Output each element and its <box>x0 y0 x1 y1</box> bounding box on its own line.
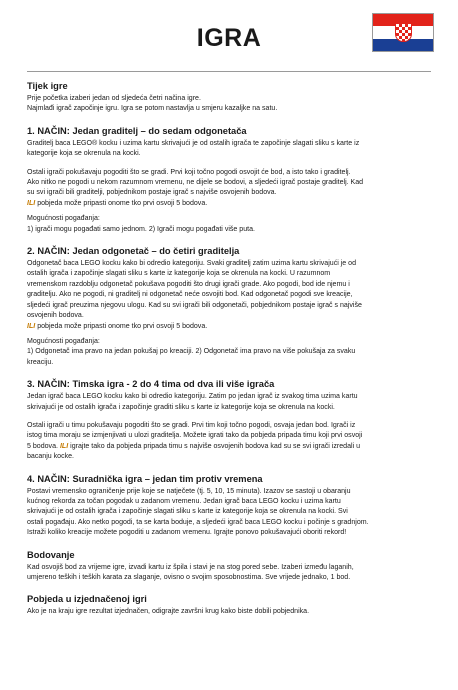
section-heading: 2. NAČIN: Jedan odgonetač – do četiri graditelja <box>27 246 240 257</box>
paragraph-text: pobjeda može pripasti onome tko prvi osvoji 5 bodova. <box>37 322 208 330</box>
paragraph-line: Ostali igrači u timu pokušavaju pogoditi što se gradi. Prvi tim koji točno pogodi, osvaja jedan bod. Igrači iz <box>27 421 356 429</box>
paragraph-line: Postavi vremensko ograničenje prije koje se natječete (tj. 5, 10, 15 minuta). Izazov se sastoji u obaranju <box>27 487 351 495</box>
section-heading: Bodovanje <box>27 549 75 560</box>
section-heading: Tijek igre <box>27 81 68 91</box>
paragraph-line: sljedeći igrač preuzima njegovu ulogu. Kad su svi igrači bili odgonetači, pobjednikom postaje igrač s najviše <box>27 301 362 309</box>
ili-marker: ILI <box>27 322 36 330</box>
section-nacin-4 <box>27 473 432 539</box>
section-heading: 3. NAČIN: Timska igra - 2 do 4 tima od dva ili više igrača <box>27 379 275 390</box>
section-tijek-igre <box>27 80 432 115</box>
paragraph-line: umjereno teških i teških karata za slaganje, ovisno o svojim sposobnostima. Sve vrijede jednako, 1 bod. <box>27 574 351 581</box>
paragraph-text: igrajte tako da pobjeda pripada timu s najviše osvojenih bodova kad su se svi igrači izredali u <box>70 442 361 450</box>
paragraph-line: skrivajući je od ostalih igrača i započinje slagati sliku s karte iz kategorije koja se okrenula na kocki. Svi <box>27 508 348 516</box>
paragraph-line <box>27 199 432 209</box>
paragraph-line: Prije početka izaberi jedan od sljedeća četri načina igre. <box>27 95 201 102</box>
section-heading: Pobjeda u izjednačenoj igri <box>27 594 147 605</box>
rules-content <box>27 80 432 618</box>
paragraph-line: kućnog rekorda za točan pogodak u zadanom vremenu. Jedan igrač baca LEGO kocku i uzima kartu <box>27 497 341 505</box>
paragraph-line: vremenskom razdoblju odgonetač pokušava pogoditi što drugi igrači grade. Ako pogodi, bod ide njemu i <box>27 280 350 288</box>
options-label: Mogućnosti pogađanja: <box>27 337 100 345</box>
page-title: IGRA <box>196 24 262 52</box>
paragraph-line: istog tima moraju se izmjenjivati u ulozi graditelja. Možete igrati tako da pobjeda pripada timu koji prvi osvoji <box>27 432 363 440</box>
options-label: Mogućnosti pogađanja: <box>27 215 100 223</box>
ili-marker: ILI <box>59 442 69 450</box>
section-nacin-2 <box>27 245 432 368</box>
paragraph-line: kategorije koja se okrenula na kocki. <box>27 150 141 158</box>
paragraph-text: 5 bodova. <box>27 442 58 450</box>
section-heading: 1. NAČIN: Jedan graditelj – do sedam odgonetača <box>27 125 247 136</box>
paragraph-line: skrivajući je od ostalih igrača i započinje graditi sliku s karte iz kategorije koja se okrenula na kocki. <box>27 403 335 411</box>
title-divider <box>27 71 431 72</box>
paragraph-line <box>27 322 432 332</box>
paragraph-line: Istraži koliko kreacije možete pogoditi u zadanom vremenu. Igrajte ponovo pokušavajući oboriti rekord! <box>27 529 347 537</box>
paragraph-line: Ostali igrači pokušavaju pogoditi što se gradi. Prvi koji točno pogodi osvojit će bod, a isto tako i graditelj. <box>27 168 351 176</box>
options-line: 1) Odgonetač ima pravo na jedan pokušaj po kreaciji. 2) Odgonetač ima pravo na više pokušaja za svaku <box>27 348 356 356</box>
section-pobjeda <box>27 593 432 617</box>
ili-marker: ILI <box>27 199 36 207</box>
paragraph-line: Najmlađi igrač započinje igru. Igra se potom nastavlja u smjeru kazaljke na satu. <box>27 105 278 113</box>
paragraph-line: graditelju. Ako ne pogodi, ni graditelj ni odgonetač neće osvojiti bod. Kad odgonetač pogodi sve kreacije, <box>27 291 353 299</box>
paragraph-line: bacanju kocke. <box>27 453 75 461</box>
paragraph-line: ostalih igrača i započinje slagati sliku s karte iz kategorije koja se okrenula na kocki. U razumnom <box>27 270 331 278</box>
section-heading: 4. NAČIN: Suradnička igra – jedan tim protiv vremena <box>27 473 263 484</box>
paragraph-line: Ako nitko ne pogodi u nekom razumnom vremenu, ne dijele se bodovi, a sljedeći igrač postaje graditelj. Kad <box>27 179 364 187</box>
paragraph-line: osvojenih bodova. <box>27 312 84 320</box>
paragraph-line: su svi igrači bili graditelji, pobjednikom postaje igrač s najviše osvojenih bodova. <box>27 189 277 197</box>
options-line: 1) igrači mogu pogađati samo jednom. 2) Igrači mogu pogađati više puta. <box>27 225 255 233</box>
paragraph-line: Graditelj baca LEGO® kocku i uzima kartu skrivajući je od ostalih igrača te započinje slagati sliku s karte iz <box>27 139 360 147</box>
section-nacin-3 <box>27 378 432 462</box>
paragraph-line: Ako je na kraju igre rezultat izjednačen, odigrajte završni krug kako biste dobili pobjednika. <box>27 608 310 616</box>
section-nacin-1 <box>27 125 432 235</box>
paragraph-line: Jedan igrač baca LEGO kocku kako bi odredio kategoriju. Zatim po jedan igrač iz svakog tima uzima kartu <box>27 393 358 401</box>
paragraph-text: pobjeda može pripasti onome tko prvi osvoji 5 bodova. <box>37 199 208 207</box>
paragraph-line: Kad osvojiš bod za vrijeme igre, izvadi kartu iz špila i stavi je na stog pored sebe. Izaberi između laganih, <box>27 563 354 571</box>
options-line: kreaciju. <box>27 358 54 366</box>
section-bodovanje <box>27 549 432 584</box>
paragraph-line <box>27 442 432 452</box>
paragraph-line: Odgonetač baca LEGO kocku kako bi odredio kategoriju. Svaki graditelj zatim uzima kartu skrivajući je od <box>27 260 357 268</box>
paragraph-line: ostali pogađaju. Ako netko pogodi, ta se karta boduje, a sljedeći igrač baca LEGO kocku i počinje s gradnjom. <box>27 518 369 526</box>
